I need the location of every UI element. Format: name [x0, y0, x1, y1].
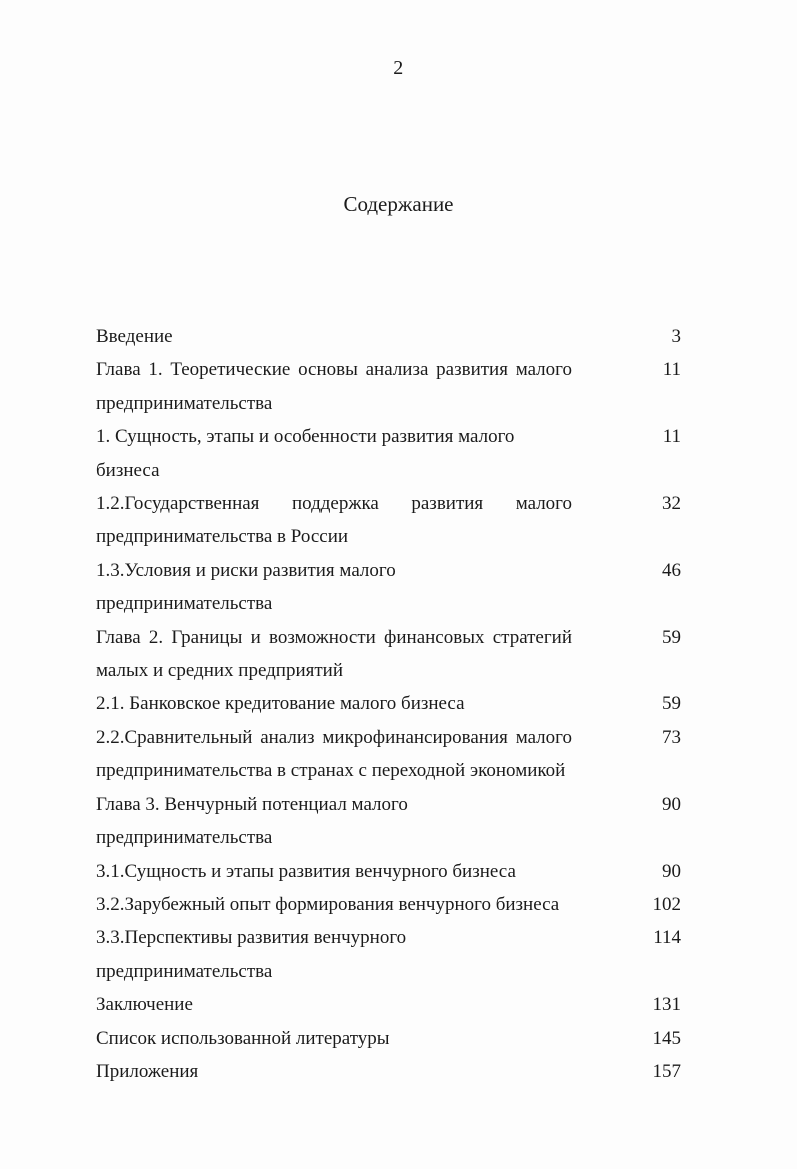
- toc-entry-chapter-3: [96, 788, 681, 855]
- toc-entry-chapter-2: [96, 621, 681, 688]
- toc-entry-appendices: [96, 1055, 681, 1088]
- toc-entry-page: 131: [652, 994, 681, 1016]
- toc-entry-3-3: [96, 921, 681, 988]
- toc-entry-title: 1.2.Государственная поддержка развития малого предпринимательства в России: [96, 493, 572, 548]
- toc-entry-page: 11: [662, 359, 681, 381]
- toc-entry-1-1: [96, 420, 681, 487]
- toc-entry-title: 1. Сущность, этапы и особенности развития малого бизнеса: [96, 426, 515, 481]
- toc-entry-1-3: [96, 554, 681, 621]
- toc-entry-introduction: [96, 320, 681, 353]
- toc-entry-page: 59: [662, 626, 681, 648]
- toc-entry-title: Список использованной литературы: [96, 1027, 390, 1049]
- toc-entry-page: 32: [662, 493, 681, 515]
- toc-entry-1-2: [96, 487, 681, 554]
- toc-entry-title: Приложения: [96, 1060, 199, 1082]
- table-of-contents: [96, 320, 681, 1088]
- toc-entry-page: 114: [653, 927, 681, 949]
- page-number: 2: [393, 57, 404, 79]
- toc-entry-chapter-1: [96, 353, 681, 420]
- toc-entry-3-2: [96, 888, 681, 921]
- toc-entry-page: 102: [652, 893, 681, 915]
- toc-entry-title: Глава 1. Теоретические основы анализа развития малого предпринимательства: [96, 359, 572, 414]
- toc-entry-page: 145: [652, 1027, 681, 1049]
- toc-entry-bibliography: [96, 1022, 681, 1055]
- toc-entry-title: Заключение: [96, 994, 193, 1016]
- toc-entry-page: 157: [652, 1060, 681, 1082]
- toc-entry-2-2: [96, 721, 681, 788]
- toc-entry-title: 3.2.Зарубежный опыт формирования венчурного бизнеса: [96, 893, 560, 915]
- toc-entry-page: 46: [662, 559, 681, 581]
- toc-entry-page: 59: [662, 693, 681, 715]
- toc-entry-title: 1.3.Условия и риски развития малого предпринимательства: [96, 559, 396, 615]
- toc-entry-page: 11: [662, 426, 681, 448]
- toc-entry-title: 2.2.Сравнительный анализ микрофинансирования малого предпринимательства в странах с переходной экономикой: [96, 726, 572, 782]
- toc-entry-3-1: [96, 855, 681, 888]
- toc-entry-title: Глава 2. Границы и возможности финансовых стратегий малых и средних предприятий: [96, 626, 572, 682]
- toc-entry-page: 3: [671, 326, 681, 347]
- toc-entry-2-1: [96, 687, 681, 720]
- toc-entry-title: Введение: [96, 326, 173, 347]
- toc-entry-title: Глава 3. Венчурный потенциал малого предпринимательства: [96, 793, 408, 849]
- toc-entry-page: 73: [662, 726, 681, 748]
- toc-entry-page: 90: [662, 860, 681, 882]
- toc-entry-title: 3.1.Сущность и этапы развития венчурного бизнеса: [96, 860, 516, 882]
- toc-entry-title: 2.1. Банковское кредитование малого бизнеса: [96, 693, 465, 715]
- toc-heading: Содержание: [343, 192, 454, 216]
- toc-entry-title: 3.3.Перспективы развития венчурного предпринимательства: [96, 927, 407, 982]
- toc-entry-page: 90: [662, 793, 681, 815]
- toc-entry-conclusion: [96, 988, 681, 1021]
